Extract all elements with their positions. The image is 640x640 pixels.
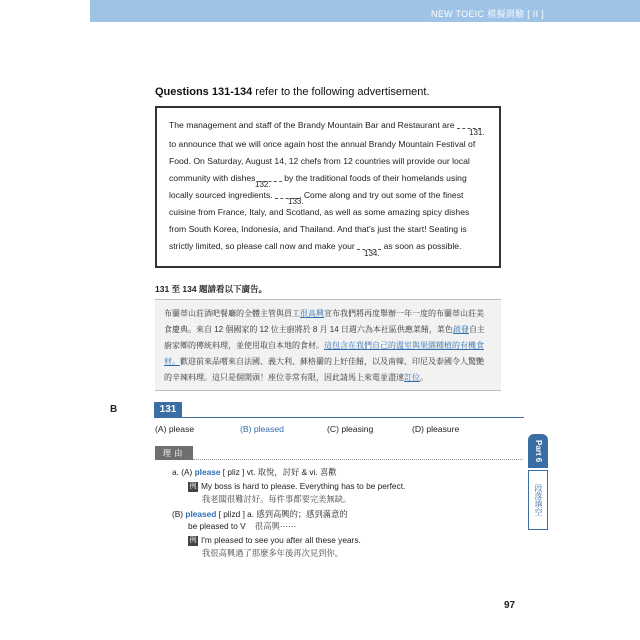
highlight-text: 這包含在我們自己的溫室與果園種植的有機食 <box>324 341 484 350</box>
ad-line: locally sourced ingredients. . Come along and try out some of the finest <box>169 190 464 200</box>
ad-line: cuisine from France, Italy, and Scotland, as well as some amazing spicy dishes <box>169 207 470 217</box>
explanation-a: a. (A) please [ pliz ] vt. 取悅，討好 & vi. 喜歡 <box>172 467 337 477</box>
option-d[interactable]: (D) pleasure <box>412 424 460 434</box>
divider <box>154 417 524 418</box>
example-2: 例 I'm pleased to see you after all these years. <box>189 535 361 545</box>
highlight-text: 訂位 <box>404 373 420 382</box>
page-number: 97 <box>504 600 516 611</box>
header-title: NEW TOEIC 模擬測驗 [ II ] <box>431 9 544 19</box>
vocab-word: pleased <box>185 509 217 519</box>
translation-line: 材。歡迎前來品嚐來自法國、義大利、蘇格蘭的上好佳餚，以及南韓、印尼及泰國令人驚艷 <box>164 357 484 366</box>
example-2-translation: 我很高興過了那麼多年後再次見到你。 <box>202 548 344 558</box>
blank-number-134: 134. <box>364 249 380 258</box>
example-icon: 例 <box>189 482 197 490</box>
blank-number-131: 131. <box>469 128 485 137</box>
phrase: be pleased to V 很高興⋯⋯ <box>188 521 297 531</box>
translation-line: 食慶典。來自 12 個國家的 12 位主廚將於 8 月 14 日週六為本社區供應菜餚，菜色啟發自主 <box>164 325 485 334</box>
part-side-tab <box>528 434 548 534</box>
ad-line: The management and staff of the Brandy Mountain Bar and Restaurant are <box>169 120 481 130</box>
question-number-badge: 131 <box>154 402 182 417</box>
ad-line: to announce that we will once again host the annual Brandy Mountain Festival of <box>169 139 476 149</box>
highlight-text: 很高興 <box>300 309 324 318</box>
part-subtitle: 段落填空 <box>528 470 548 530</box>
section-label: B <box>110 404 118 415</box>
ad-line: community with dishes by the traditional foods of their homelands using <box>169 173 467 183</box>
translation-box <box>155 299 501 391</box>
part-label: Part 6 <box>528 434 548 468</box>
ad-line: strictly limited, so please call now and make your as soon as possible. <box>169 241 462 251</box>
example-icon: 例 <box>189 536 197 544</box>
example-1-translation: 我老闆很難討好。每件事都要完美無缺。 <box>202 494 352 504</box>
example-1: 例 My boss is hard to please. Everything has to be perfect. <box>189 481 406 491</box>
question-heading <box>155 86 430 98</box>
advertisement-box <box>155 106 501 268</box>
option-a[interactable]: (A) please <box>155 424 195 434</box>
header-bar <box>90 0 640 22</box>
translation-line: 布蘭蒂山莊酒吧餐廳的全體主管與員工很高興宣布我們將再度舉辦一年一度的布蘭蒂山莊美 <box>164 309 484 318</box>
explanation-b: (B) pleased [ plizd ] a. 感到高興的；感到滿意的 <box>172 509 348 519</box>
highlight-text: 材。 <box>164 357 180 366</box>
option-b-correct[interactable]: (B) pleased <box>240 424 284 434</box>
blank-number-132: 132. <box>255 180 271 189</box>
option-c[interactable]: (C) pleasing <box>327 424 374 434</box>
ad-line: from South Korea, Indonesia, and Thailand. And that's just the start! Seating is <box>169 224 467 234</box>
ad-line: Food. On Saturday, August 14, 12 chefs from 12 countries will provide our local <box>169 156 470 166</box>
question-instruction: refer to the following advertisement. <box>252 86 430 98</box>
blank-number-133: 133. <box>288 197 304 206</box>
highlight-text: 啟發 <box>452 325 469 334</box>
translation-intro: 131 至 134 題請看以下廣告。 <box>155 284 267 294</box>
question-range: Questions 131-134 <box>155 86 253 98</box>
divider <box>193 459 523 460</box>
vocab-word: please <box>194 467 221 477</box>
reason-tab: 理由 <box>155 446 193 460</box>
translation-line: 廚家鄉的傳統料理，並使用取自本地的食材。這包含在我們自己的溫室與果園種植的有機食 <box>164 341 484 350</box>
translation-line: 的辛辣料理。這只是個開頭！座位非常有限，因此請馬上來電並盡速訂位。 <box>164 373 428 382</box>
